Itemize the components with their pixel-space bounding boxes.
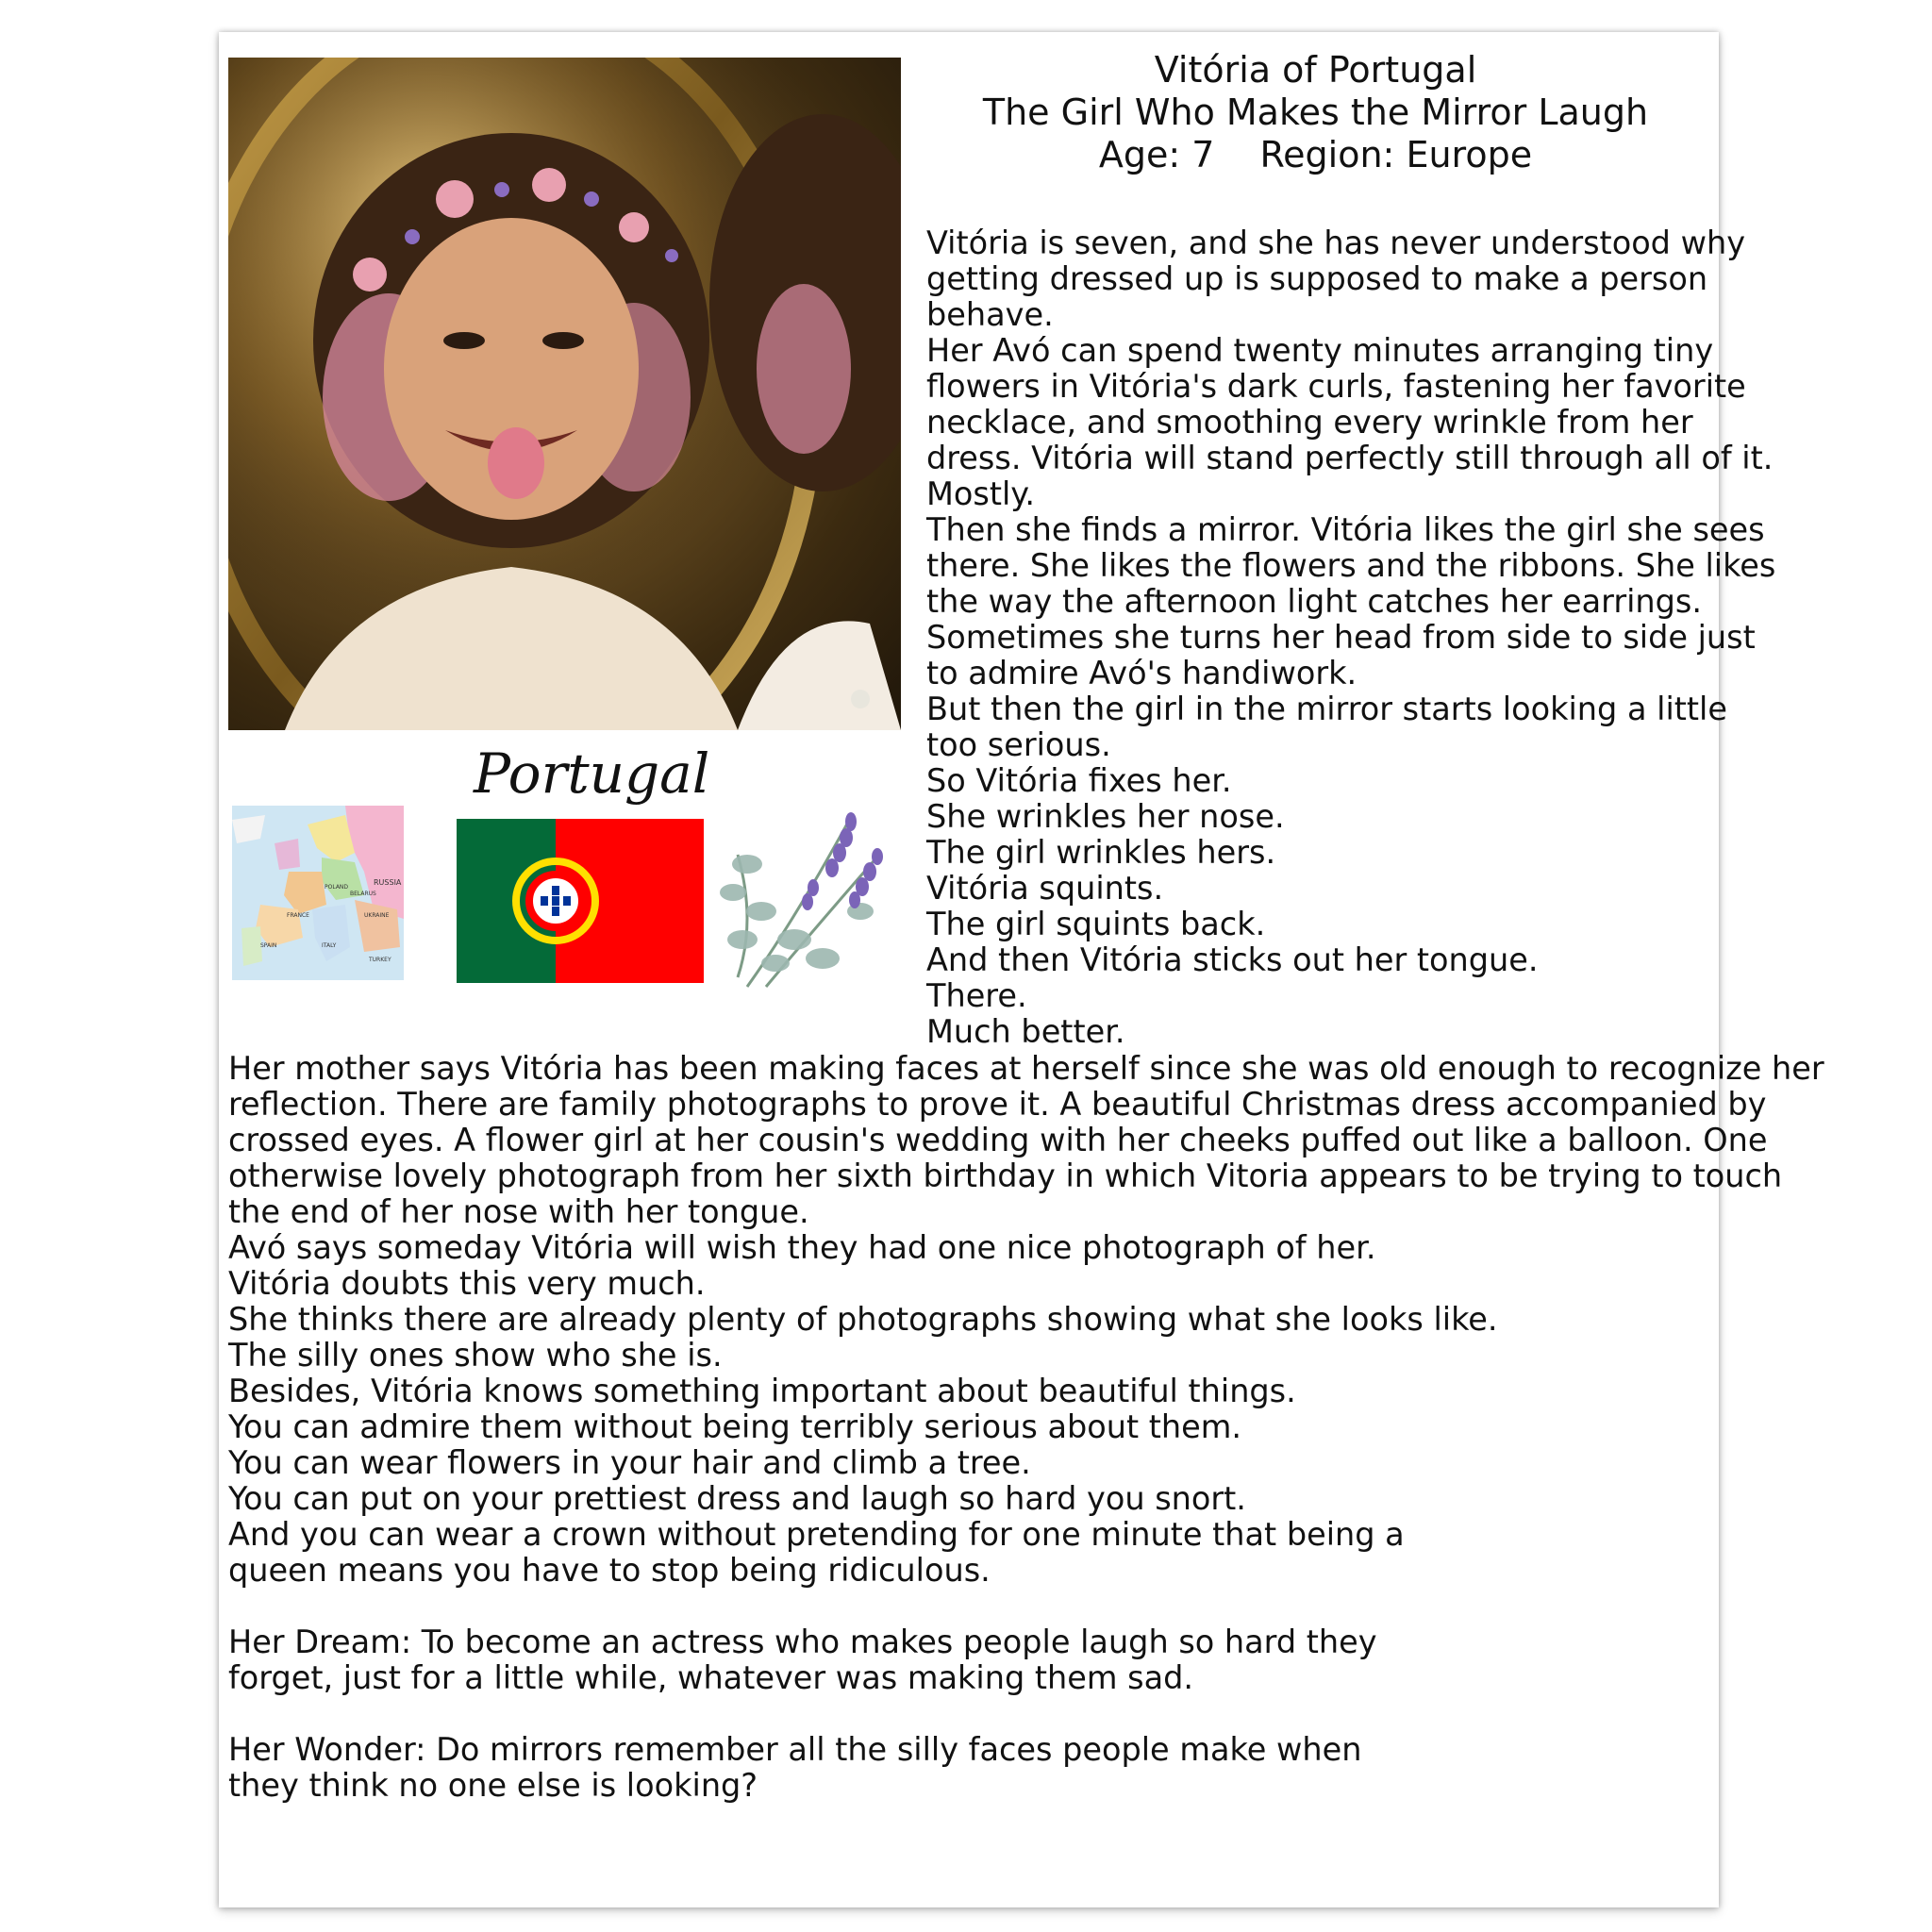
story-line: The silly ones show who she is. xyxy=(228,1337,723,1374)
profile-header xyxy=(917,49,1714,176)
story-line: getting dressed up is supposed to make a person xyxy=(926,260,1708,297)
region-label: Region: Europe xyxy=(1259,134,1533,175)
wonder-line: Her Wonder: Do mirrors remember all the silly faces people make when xyxy=(228,1731,1362,1768)
profile-title: Vitória of Portugal xyxy=(1154,49,1477,91)
dream-line: forget, just for a little while, whatever was making them sad. xyxy=(228,1659,1194,1696)
story-line: But then the girl in the mirror starts looking a little xyxy=(926,691,1727,727)
story-line: There. xyxy=(926,977,1027,1014)
story-line: behave. xyxy=(926,296,1054,333)
profile-subtitle: The Girl Who Makes the Mirror Laugh xyxy=(982,92,1649,133)
wonder-line: they think no one else is looking? xyxy=(228,1767,758,1804)
story-line: Vitória is seven, and she has never understood why xyxy=(926,225,1746,261)
profile-page xyxy=(219,32,1824,1907)
story-line: dress. Vitória will stand perfectly still through all of it. xyxy=(926,440,1774,476)
portrait-photo xyxy=(228,58,901,730)
map-label-ukraine: UKRAINE xyxy=(364,912,390,919)
portugal-flag xyxy=(457,819,704,983)
story-line: Vitória squints. xyxy=(926,870,1164,907)
map-label-italy: ITALY xyxy=(322,942,337,949)
story-line: She wrinkles her nose. xyxy=(926,798,1285,835)
profile-meta xyxy=(917,134,1714,176)
story-line: You can wear flowers in your hair and climb a tree. xyxy=(228,1444,1031,1481)
map-label-belarus: BELARUS xyxy=(350,891,376,897)
story-line: You can admire them without being terribly serious about them. xyxy=(228,1408,1242,1445)
story-line: Her mother says Vitória has been making faces at herself since she was old enough to recognize her xyxy=(228,1050,1824,1087)
story-line: flowers in Vitória's dark curls, fastening her favorite xyxy=(926,368,1746,405)
map-label-poland: POLAND xyxy=(325,884,349,891)
story-line: The girl wrinkles hers. xyxy=(926,834,1276,871)
lavender-illustration xyxy=(709,798,898,996)
story-line: Then she finds a mirror. Vitória likes the girl she sees xyxy=(926,511,1765,548)
story-line: Mostly. xyxy=(926,475,1035,512)
map-label-spain: SPAIN xyxy=(260,942,277,949)
country-script-label: Portugal xyxy=(474,741,710,806)
story-line: Avó says someday Vitória will wish they had one nice photograph of her. xyxy=(228,1229,1376,1266)
story-line: Vitória doubts this very much. xyxy=(228,1265,706,1302)
story-line: And then Vitória sticks out her tongue. xyxy=(926,941,1539,978)
map-label-russia: RUSSIA xyxy=(374,878,402,887)
dream-line: Her Dream: To become an actress who makes people laugh so hard they xyxy=(228,1624,1377,1660)
story-bottom-section xyxy=(228,1050,1824,1804)
story-line: Sometimes she turns her head from side to side just xyxy=(926,619,1756,656)
europe-map-image xyxy=(232,806,404,980)
story-line: Much better. xyxy=(926,1013,1125,1050)
story-line: Besides, Vitória knows something important about beautiful things. xyxy=(228,1373,1296,1409)
story-line: crossed eyes. A flower girl at her cousin's wedding with her cheeks puffed out like a balloon. One xyxy=(228,1122,1768,1158)
age-label: Age: 7 xyxy=(1098,134,1215,175)
story-right-column xyxy=(926,225,1776,1050)
story-line: She thinks there are already plenty of photographs showing what she looks like. xyxy=(228,1301,1498,1338)
story-line: necklace, and smoothing every wrinkle from her xyxy=(926,404,1693,441)
story-line: there. She likes the flowers and the ribbons. She likes xyxy=(926,547,1776,584)
story-line: And you can wear a crown without pretending for one minute that being a xyxy=(228,1516,1405,1553)
story-line: too serious. xyxy=(926,726,1111,763)
map-label-turkey: TURKEY xyxy=(369,957,391,963)
story-line: reflection. There are family photographs to prove it. A beautiful Christmas dress accompanied by xyxy=(228,1086,1767,1123)
story-line: otherwise lovely photograph from her sixth birthday in which Vitoria appears to be trying to touch xyxy=(228,1158,1783,1194)
map-label-france: FRANCE xyxy=(287,912,309,919)
story-line: So Vitória fixes her. xyxy=(926,762,1232,799)
story-line: the way the afternoon light catches her earrings. xyxy=(926,583,1703,620)
story-line: Her Avó can spend twenty minutes arranging tiny xyxy=(926,332,1714,369)
story-line: You can put on your prettiest dress and laugh so hard you snort. xyxy=(228,1480,1246,1517)
story-line: the end of her nose with her tongue. xyxy=(228,1193,809,1230)
story-line: queen means you have to stop being ridiculous. xyxy=(228,1552,991,1589)
story-line: The girl squints back. xyxy=(926,906,1266,942)
story-line: to admire Avó's handiwork. xyxy=(926,655,1357,691)
